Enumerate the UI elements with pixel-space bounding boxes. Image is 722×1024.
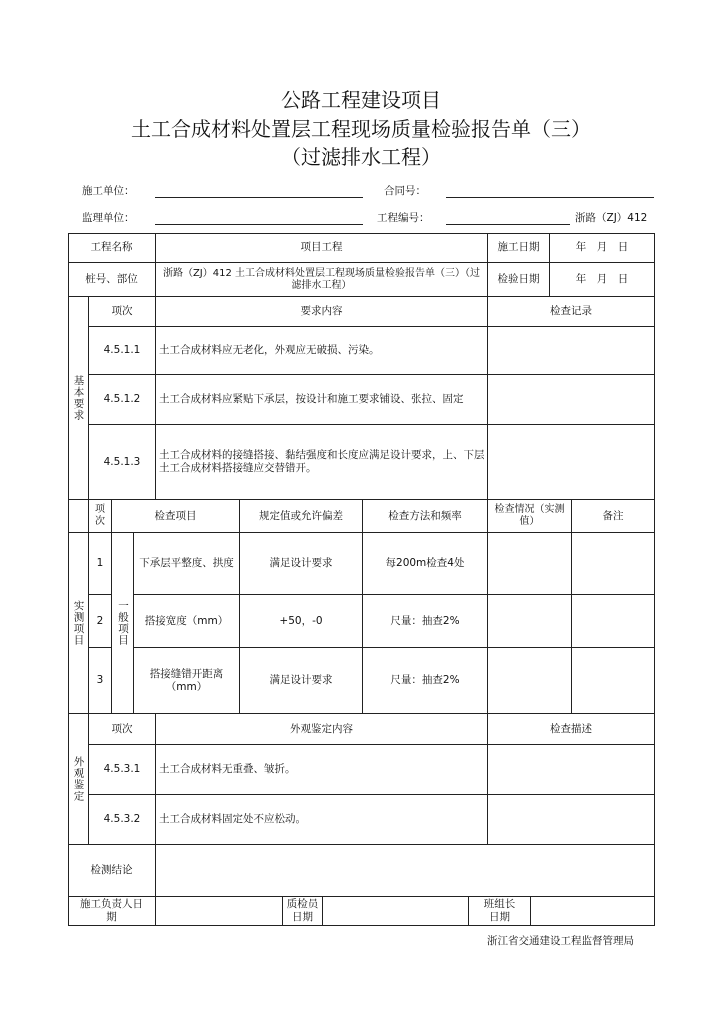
measured-spec: 满足设计要求 xyxy=(240,648,363,714)
blank-cell xyxy=(68,500,89,533)
station-label: 桩号、部位 xyxy=(68,263,156,297)
measured-method: 尺量：抽查2% xyxy=(363,595,488,648)
conclusion-value xyxy=(156,845,655,897)
appearance-desc-header: 检查描述 xyxy=(488,714,655,745)
project-no-label: 工程编号： xyxy=(377,212,430,224)
measured-no-header: 项次 xyxy=(89,500,112,533)
team-leader-label: 班组长日期 xyxy=(469,897,531,926)
conclusion-label: 检测结论 xyxy=(68,845,156,897)
measured-no: 2 xyxy=(89,595,112,648)
measured-no: 1 xyxy=(89,533,112,595)
basic-record xyxy=(488,327,655,375)
appearance-text: 土工合成材料无重叠、皱折。 xyxy=(156,745,488,795)
measured-result-header: 检查情况（实测值） xyxy=(488,500,572,533)
appearance-code: 4.5.3.1 xyxy=(89,745,156,795)
measured-item: 搭接宽度（mm） xyxy=(134,595,240,648)
issuing-authority: 浙江省交通建设工程监督管理局 xyxy=(487,935,634,947)
basic-record xyxy=(488,375,655,425)
construction-date-label: 施工日期 xyxy=(488,233,550,263)
measured-spec: +50，-0 xyxy=(240,595,363,648)
basic-text: 土工合成材料的接缝搭接、黏结强度和长度应满足设计要求，上、下层土工合成材料搭接缝应交替错开。 xyxy=(156,425,488,500)
construction-unit-field xyxy=(155,197,363,198)
construction-date-value: 年 月 日 xyxy=(550,233,655,263)
measured-note-header: 备注 xyxy=(572,500,655,533)
form-code: 浙路（ZJ）412 xyxy=(575,212,648,224)
measured-spec-header: 规定值或允许偏差 xyxy=(240,500,363,533)
title-line-2: 土工合成材料处置层工程现场质量检验报告单（三） xyxy=(131,117,591,141)
basic-requirements-label: 基本要求 xyxy=(68,297,89,500)
construction-unit-label: 施工单位： xyxy=(82,185,135,197)
station-value: 浙路（ZJ）412 土工合成材料处置层工程现场质量检验报告单（三）（过滤排水工程） xyxy=(156,263,488,297)
measured-section-label: 实测项目 xyxy=(68,533,89,714)
measured-method: 尺量：抽查2% xyxy=(363,648,488,714)
measured-note xyxy=(572,533,655,595)
measured-result xyxy=(488,648,572,714)
measured-item: 下承层平整度、拱度 xyxy=(134,533,240,595)
contract-no-label: 合同号： xyxy=(384,185,426,197)
inspection-date-value: 年 月 日 xyxy=(550,263,655,297)
supervision-unit-field xyxy=(155,224,363,225)
measured-item-header: 检查项目 xyxy=(112,500,240,533)
team-leader-signature xyxy=(531,897,655,926)
basic-code: 4.5.1.3 xyxy=(89,425,156,500)
appearance-desc xyxy=(488,795,655,845)
construction-lead-signature-label: 施工负责人日期 xyxy=(68,897,156,926)
project-name-value: 项目工程 xyxy=(156,233,488,263)
measured-result xyxy=(488,533,572,595)
inspection-date-label: 检验日期 xyxy=(488,263,550,297)
basic-code: 4.5.1.2 xyxy=(89,375,156,425)
quality-inspector-signature xyxy=(323,897,469,926)
measured-item: 搭接缝错开距离（mm） xyxy=(134,648,240,714)
measured-spec: 满足设计要求 xyxy=(240,533,363,595)
measured-note xyxy=(572,595,655,648)
appearance-item-header: 项次 xyxy=(89,714,156,745)
basic-item-header: 项次 xyxy=(89,297,156,327)
general-items-label: 一般项目 xyxy=(112,533,134,714)
basic-code: 4.5.1.1 xyxy=(89,327,156,375)
measured-method: 每200m检查4处 xyxy=(363,533,488,595)
basic-record xyxy=(488,425,655,500)
title-line-1: 公路工程建设项目 xyxy=(281,88,441,112)
appearance-text: 土工合成材料固定处不应松动。 xyxy=(156,795,488,845)
project-no-field xyxy=(446,224,570,225)
appearance-desc xyxy=(488,745,655,795)
basic-content-header: 要求内容 xyxy=(156,297,488,327)
appearance-code: 4.5.3.2 xyxy=(89,795,156,845)
measured-note xyxy=(572,648,655,714)
appearance-section-label: 外观鉴定 xyxy=(68,714,89,845)
construction-lead-signature xyxy=(156,897,283,926)
basic-record-header: 检查记录 xyxy=(488,297,655,327)
title-line-3: （过滤排水工程） xyxy=(281,145,441,169)
measured-method-header: 检查方法和频率 xyxy=(363,500,488,533)
basic-text: 土工合成材料应无老化，外观应无破损、污染。 xyxy=(156,327,488,375)
supervision-unit-label: 监理单位： xyxy=(82,212,135,224)
project-name-label: 工程名称 xyxy=(68,233,156,263)
basic-text: 土工合成材料应紧贴下承层，按设计和施工要求铺设、张拉、固定 xyxy=(156,375,488,425)
appearance-content-header: 外观鉴定内容 xyxy=(156,714,488,745)
measured-result xyxy=(488,595,572,648)
measured-no: 3 xyxy=(89,648,112,714)
contract-no-field xyxy=(446,197,654,198)
quality-inspector-label: 质检员日期 xyxy=(283,897,323,926)
